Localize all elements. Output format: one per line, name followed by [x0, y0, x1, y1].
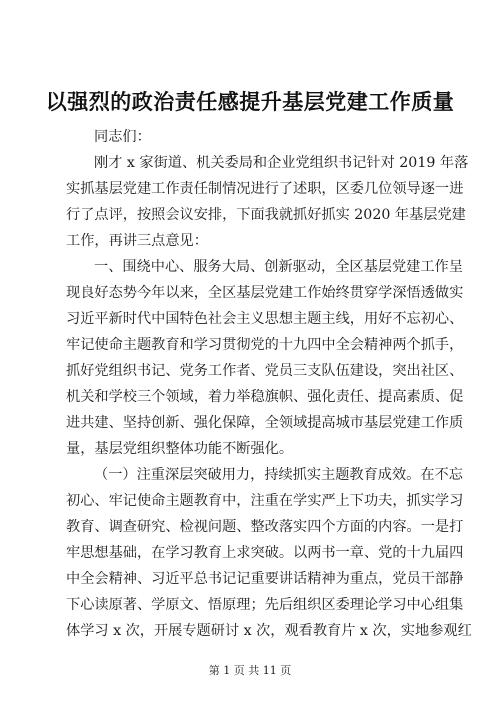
text-line: 工作，再讲三点意见：: [66, 233, 208, 249]
text-line: 同志们：: [94, 129, 151, 145]
page-footer: 第 1 页 共 11 页: [208, 664, 292, 677]
text-line: 一、围绕中心、服务大局、创新驱动，全区基层党建工作呈: [94, 259, 463, 275]
text-line: 下心读原著、学原文、悟原理；先后组织区委理论学习中心组集: [66, 597, 464, 613]
text-line: 初心、牢记使命主题教育中，注重在学实严上下功夫，抓实学习: [66, 493, 464, 509]
text-line: 实抓基层党建工作责任制情况进行了述职，区委几位领导逐一进: [66, 181, 464, 197]
text-line: 中全会精神、习近平总书记记重要讲话精神为重点，党员干部静: [66, 571, 464, 587]
text-line: 行了点评，按照会议安排，下面我就抓好抓实 2020 年基层党建: [66, 207, 466, 223]
text-line: 牢思想基础，在学习教育上求突破。以两书一章、党的十九届四: [66, 545, 464, 561]
text-line: 进共建、坚持创新、强化保障，全领域提高城市基层党建工作质: [66, 415, 464, 431]
text-line: 牢记使命主题教育和学习贯彻党的十九四中全会精神两个抓手，: [66, 337, 464, 353]
text-line: 刚才 x 家街道、机关委局和企业党组织书记针对 2019 年落: [94, 155, 469, 171]
text-line: 机关和学校三个领域，着力举稳旗帜、强化责任、提高素质、促: [66, 389, 464, 405]
text-line: 量，基层党组织整体功能不断强化。: [66, 441, 294, 457]
text-line: 现良好态势今年以来，全区基层党建工作始终贯穿学深悟透做实: [66, 285, 464, 301]
text-line: 体学习 x 次，开展专题研讨 x 次，观看教育片 x 次，实地参观红: [66, 623, 472, 639]
document-title: 以强烈的政治责任感提升基层党建工作质量: [45, 89, 455, 114]
text-line: 习近平新时代中国特色社会主义思想主题主线，用好不忘初心、: [66, 311, 464, 327]
text-line: 教育、调查研究、检视问题、整改落实四个方面的内容。一是打: [66, 519, 464, 535]
text-line: （一）注重深层突破用力，持续抓实主题教育成效。在不忘: [94, 467, 463, 483]
text-line: 抓好党组织书记、党务工作者、党员三支队伍建设，突出社区、: [66, 363, 464, 379]
document-body: [66, 124, 472, 644]
